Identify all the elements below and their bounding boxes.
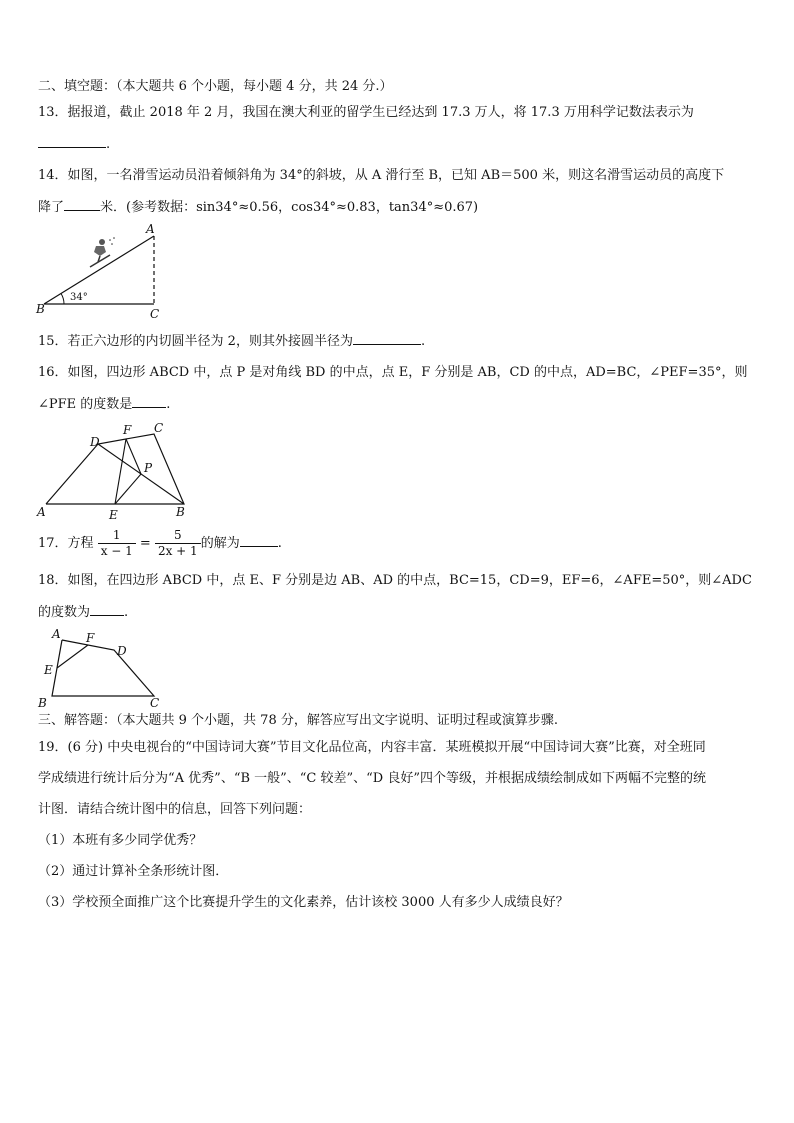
label-c: C	[150, 307, 160, 321]
section-3-header: 三、解答题：（本大题共 9 个小题，共 78 分，解答应写出文字说明、证明过程或演算步骤.	[38, 713, 558, 728]
slope-figure	[34, 222, 174, 322]
label-b: B	[176, 505, 185, 519]
question-16-text: ∠PFE 的度数是	[38, 397, 133, 412]
label-p: P	[144, 461, 153, 475]
question-13-text: 13．据报道，截止 2018 年 2 月，我国在澳大利亚的留学生已经达到 17.3 万人，将 17.3 万用科学记数法表示为	[38, 105, 694, 120]
label-d: D	[90, 435, 100, 449]
question-16-line-1: 16．如图，四边形 ABCD 中，点 P 是对角线 BD 的中点，点 E，F 分别是 AB，CD 的中点，AD=BC，∠PEF=35°，则	[38, 365, 748, 380]
fraction-2-numerator: 5	[155, 528, 201, 544]
quadrilateral-figure-18	[34, 626, 164, 710]
period: .	[124, 605, 129, 620]
answer-blank	[38, 135, 106, 148]
equals-sign: =	[139, 536, 151, 551]
label-angle: 34°	[70, 292, 88, 303]
segment-ef	[57, 645, 88, 668]
q14-text-a: 降了	[38, 200, 65, 215]
label-a: A	[37, 505, 46, 519]
question-19-sub-2: （2）通过计算补全条形统计图．	[38, 864, 229, 879]
label-e: E	[44, 663, 53, 677]
label-a: A	[52, 627, 61, 641]
label-b: B	[36, 302, 45, 316]
answer-blank	[132, 395, 166, 408]
question-19-sub-3: （3）学校预全面推广这个比赛提升学生的文化素养，估计该校 3000 人有多少人成绩良好？	[38, 895, 569, 910]
label-e: E	[109, 508, 118, 522]
answer-blank	[240, 534, 278, 547]
quad-abcd	[52, 640, 154, 696]
fraction-1-numerator: 1	[98, 528, 136, 544]
fraction-1-denominator: x − 1	[100, 544, 133, 558]
question-16-line-2	[38, 395, 170, 414]
question-19-line-2: 学成绩进行统计后分为“A 优秀”、“B 一般”、“C 较差”、“D 良好”四个等级，并根据成绩绘制成如下两幅不完整的统	[38, 771, 707, 786]
period: .	[106, 137, 111, 152]
label-c: C	[150, 696, 160, 710]
segment-ef	[115, 439, 126, 504]
question-19-line-1: 19．(6 分) 中央电视台的“中国诗词大赛”节目文化品位高，内容丰富．某班模拟开展“中国诗词大赛”比赛，对全班同	[38, 740, 706, 755]
label-b: B	[38, 696, 47, 710]
question-15-line	[38, 332, 425, 351]
question-15-text: 15．若正六边形的内切圆半径为 2，则其外接圆半径为	[38, 334, 353, 349]
answer-blank	[90, 603, 124, 616]
question-17-line	[38, 526, 282, 562]
question-19-line-3: 计图．请结合统计图中的信息，回答下列问题：	[38, 802, 312, 817]
fraction-1	[98, 528, 136, 559]
quad-abcd	[46, 434, 184, 504]
question-14-line-2	[38, 198, 478, 217]
question-19-sub-1: （1）本班有多少同学优秀？	[38, 833, 203, 848]
question-18-line-2	[38, 603, 128, 622]
label-c: C	[154, 421, 164, 435]
q14-text-b: 米．(参考数据：sin34°≈0.56，cos34°≈0.83，tan34°≈0.67)	[100, 200, 479, 215]
label-a: A	[146, 222, 155, 236]
label-f: F	[86, 631, 95, 645]
question-18-line-1: 18．如图，在四边形 ABCD 中，点 E、F 分别是边 AB、AD 的中点，BC=15，CD=9，EF=6，∠AFE=50°，则∠ADC	[38, 573, 752, 588]
angle-arc	[61, 294, 64, 305]
question-17-suffix: 的解为	[200, 536, 240, 551]
question-14-line-1: 14．如图，一名滑雪运动员沿着倾斜角为 34°的斜坡，从 A 滑行至 B，已知 AB＝500 米，则这名滑雪运动员的高度下	[38, 168, 725, 183]
fraction-2	[155, 528, 201, 559]
fraction-2-denominator: 2x + 1	[157, 544, 198, 558]
period: .	[166, 397, 171, 412]
question-17-prefix: 17．方程	[38, 536, 94, 551]
question-18-text: 的度数为	[38, 605, 91, 620]
period: .	[277, 536, 282, 551]
label-f: F	[123, 423, 132, 437]
quadrilateral-figure-16	[34, 420, 194, 522]
question-13-answer-line	[38, 135, 110, 154]
section-2-header: 二、填空题：（本大题共 6 个小题，每小题 4 分，共 24 分.）	[38, 79, 393, 94]
label-d: D	[117, 644, 127, 658]
answer-blank	[64, 198, 100, 211]
answer-blank	[353, 332, 421, 345]
period: .	[420, 334, 426, 349]
